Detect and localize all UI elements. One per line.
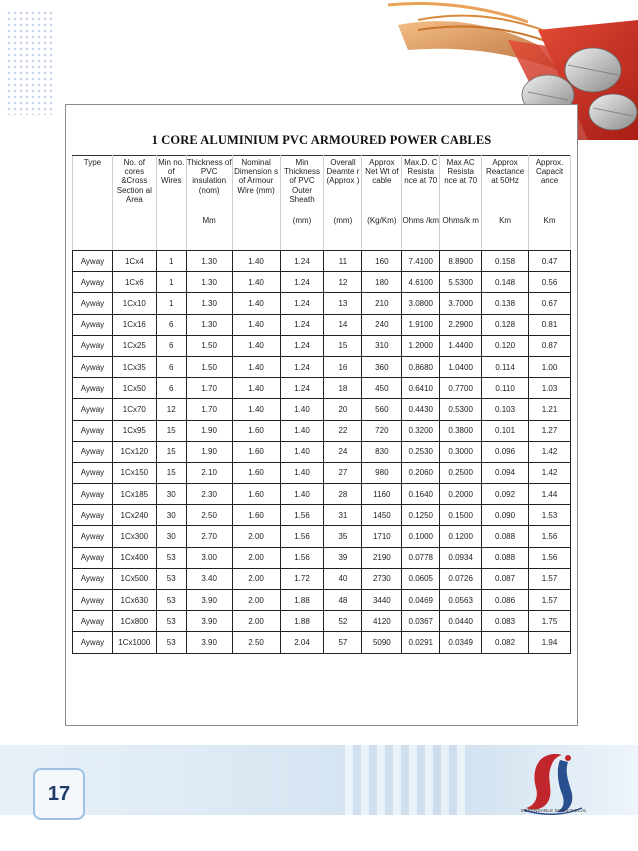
table-cell: 1.44 (529, 484, 571, 505)
table-cell: 1.56 (280, 547, 324, 568)
table-cell: 1Cx25 (112, 335, 156, 356)
column-header-label: Approx. Capacit ance (535, 158, 564, 186)
table-cell: 8.8900 (440, 251, 482, 272)
table-cell: 180 (362, 272, 402, 293)
table-cell: 1.60 (232, 441, 280, 462)
column-header-label: Approx Net Wt of cable (365, 158, 399, 186)
table-cell: 53 (156, 611, 186, 632)
table-cell: 1.4400 (440, 335, 482, 356)
table-row (73, 505, 571, 526)
table-cell: 1.88 (280, 590, 324, 611)
table-cell: 52 (324, 611, 362, 632)
table-cell: 28 (324, 484, 362, 505)
table-row (73, 420, 571, 441)
table-cell: 4.6100 (402, 272, 440, 293)
table-cell: 3.90 (186, 611, 232, 632)
table-cell: Ayway (73, 293, 113, 314)
table-cell: Ayway (73, 335, 113, 356)
column-header (440, 156, 482, 251)
table-cell: 0.138 (482, 293, 529, 314)
table-cell: 3.40 (186, 568, 232, 589)
table-row (73, 632, 571, 653)
table-cell: 0.3000 (440, 441, 482, 462)
table-cell: 240 (362, 314, 402, 335)
table-cell: 1.24 (280, 251, 324, 272)
table-cell: 1.24 (280, 378, 324, 399)
table-cell: 15 (156, 462, 186, 483)
table-cell: 1.57 (529, 568, 571, 589)
table-cell: 1450 (362, 505, 402, 526)
column-header-unit: Km (543, 215, 556, 225)
table-cell: 1Cx120 (112, 441, 156, 462)
table-cell: 1.60 (232, 462, 280, 483)
table-cell: 31 (324, 505, 362, 526)
table-cell: 1.40 (280, 462, 324, 483)
table-cell: 0.1000 (402, 526, 440, 547)
column-header-unit: (mm) (292, 216, 312, 226)
table-cell: 1 (156, 272, 186, 293)
footer-stripes (345, 745, 465, 815)
table-cell: 0.110 (482, 378, 529, 399)
column-header-label: Overall Deamte r (Approx ) (326, 158, 360, 186)
table-cell: 1.30 (186, 251, 232, 272)
table-cell: Ayway (73, 526, 113, 547)
table-row (73, 293, 571, 314)
table-cell: 1.00 (529, 356, 571, 377)
table-cell: 1Cx95 (112, 420, 156, 441)
table-cell: 2.50 (186, 505, 232, 526)
table-cell: 210 (362, 293, 402, 314)
table-cell: 6 (156, 314, 186, 335)
table-cell: 0.3800 (440, 420, 482, 441)
table-cell: 15 (156, 420, 186, 441)
table-cell: 1Cx400 (112, 547, 156, 568)
column-header (112, 156, 156, 251)
table-cell: Ayway (73, 399, 113, 420)
table-cell: 3440 (362, 590, 402, 611)
table-row (73, 251, 571, 272)
table-cell: 12 (156, 399, 186, 420)
column-header-unit: Mm (202, 215, 216, 225)
column-header (156, 156, 186, 251)
table-cell: 1.0400 (440, 356, 482, 377)
table-row (73, 611, 571, 632)
table-cell: 2.70 (186, 526, 232, 547)
table-cell: 1Cx10 (112, 293, 156, 314)
table-cell: 24 (324, 441, 362, 462)
table-cell: 1.56 (280, 526, 324, 547)
table-cell: 0.101 (482, 420, 529, 441)
table-cell: 30 (156, 484, 186, 505)
table-cell: 360 (362, 356, 402, 377)
column-header-label: Max AC Resista nce at 70 (444, 158, 478, 186)
table-cell: 0.0778 (402, 547, 440, 568)
table-cell: 0.1640 (402, 484, 440, 505)
table-row (73, 335, 571, 356)
table-row (73, 568, 571, 589)
table-cell: 1Cx70 (112, 399, 156, 420)
table-cell: 1.60 (232, 484, 280, 505)
table-cell: 1Cx800 (112, 611, 156, 632)
table-cell: 310 (362, 335, 402, 356)
table-cell: Ayway (73, 590, 113, 611)
table-cell: 0.0367 (402, 611, 440, 632)
table-cell: 30 (156, 505, 186, 526)
table-row (73, 356, 571, 377)
table-cell: 3.7000 (440, 293, 482, 314)
table-cell: 0.5300 (440, 399, 482, 420)
table-cell: 35 (324, 526, 362, 547)
table-cell: 1Cx300 (112, 526, 156, 547)
table-cell: 1Cx1000 (112, 632, 156, 653)
table-row (73, 314, 571, 335)
table-cell: 720 (362, 420, 402, 441)
decorative-dot-pattern (6, 10, 54, 115)
logo-tagline: DEPENDABLE ECONOMICAL (521, 808, 587, 813)
table-cell: 0.2500 (440, 462, 482, 483)
table-row (73, 441, 571, 462)
table-cell: 2.00 (232, 568, 280, 589)
column-header-label: No. of cores &Cross Section al Area (116, 158, 152, 204)
table-cell: 6 (156, 335, 186, 356)
table-cell: 0.082 (482, 632, 529, 653)
table-cell: 5090 (362, 632, 402, 653)
table-cell: 1.30 (186, 293, 232, 314)
table-cell: 1Cx6 (112, 272, 156, 293)
table-cell: 2730 (362, 568, 402, 589)
table-cell: 0.092 (482, 484, 529, 505)
table-cell: 6 (156, 378, 186, 399)
table-cell: 1.40 (280, 441, 324, 462)
table-cell: 16 (324, 356, 362, 377)
table-cell: 0.086 (482, 590, 529, 611)
table-row (73, 484, 571, 505)
table-cell: 2.04 (280, 632, 324, 653)
table-cell: 15 (156, 441, 186, 462)
table-cell: 1.24 (280, 272, 324, 293)
table-cell: 1.70 (186, 399, 232, 420)
table-cell: 3.90 (186, 590, 232, 611)
table-cell: 53 (156, 632, 186, 653)
table-cell: 1.90 (186, 441, 232, 462)
table-cell: 0.7700 (440, 378, 482, 399)
table-cell: 0.8680 (402, 356, 440, 377)
table-cell: 1.72 (280, 568, 324, 589)
table-cell: 3.0800 (402, 293, 440, 314)
table-cell: 0.0934 (440, 547, 482, 568)
table-cell: 0.083 (482, 611, 529, 632)
table-cell: 30 (156, 526, 186, 547)
table-cell: 830 (362, 441, 402, 462)
page-number: 17 (33, 768, 85, 820)
table-row (73, 590, 571, 611)
table-cell: 0.088 (482, 547, 529, 568)
table-cell: 1Cx35 (112, 356, 156, 377)
table-cell: 1Cx500 (112, 568, 156, 589)
table-cell: 2.00 (232, 590, 280, 611)
table-cell: 1.50 (186, 335, 232, 356)
table-cell: 18 (324, 378, 362, 399)
table-cell: 0.2060 (402, 462, 440, 483)
table-cell: 57 (324, 632, 362, 653)
table-cell: 20 (324, 399, 362, 420)
column-header-label: Nominal Dimension s of Armour Wire (mm) (234, 158, 279, 195)
table-cell: 1.53 (529, 505, 571, 526)
table-cell: 560 (362, 399, 402, 420)
table-cell: 0.0440 (440, 611, 482, 632)
table-cell: 1.21 (529, 399, 571, 420)
table-cell: 1.24 (280, 356, 324, 377)
table-cell: 1.40 (232, 399, 280, 420)
table-cell: 53 (156, 590, 186, 611)
table-cell: 0.67 (529, 293, 571, 314)
table-cell: 2.00 (232, 611, 280, 632)
column-header (324, 156, 362, 251)
table-row (73, 272, 571, 293)
column-header-label: Min Thickness of PVC Outer Sheath (283, 158, 320, 204)
table-cell: 6 (156, 356, 186, 377)
table-cell: 0.094 (482, 462, 529, 483)
table-cell: 12 (324, 272, 362, 293)
table-row (73, 526, 571, 547)
table-row (73, 547, 571, 568)
table-cell: 1.50 (186, 356, 232, 377)
table-cell: Ayway (73, 484, 113, 505)
table-cell: 4120 (362, 611, 402, 632)
table-cell: 1.30 (186, 272, 232, 293)
table-cell: 0.087 (482, 568, 529, 589)
table-cell: 1.24 (280, 335, 324, 356)
table-cell: 1Cx240 (112, 505, 156, 526)
table-cell: 0.3200 (402, 420, 440, 441)
table-cell: 0.47 (529, 251, 571, 272)
column-header (529, 156, 571, 251)
spec-sheet-frame (65, 104, 578, 726)
table-cell: 14 (324, 314, 362, 335)
column-header-unit: Km (499, 215, 512, 225)
table-cell: 2.00 (232, 526, 280, 547)
table-cell: 0.0563 (440, 590, 482, 611)
column-header (280, 156, 324, 251)
table-cell: 1.56 (529, 547, 571, 568)
column-header (482, 156, 529, 251)
table-cell: 1.94 (529, 632, 571, 653)
table-cell: 1.42 (529, 441, 571, 462)
table-cell: 0.2000 (440, 484, 482, 505)
table-cell: 1.42 (529, 462, 571, 483)
column-header-label: Max.D. C Resista nce at 70 (404, 158, 438, 186)
table-cell: 7.4100 (402, 251, 440, 272)
document-title: 1 CORE ALUMINIUM PVC ARMOURED POWER CABLES (151, 133, 492, 147)
table-cell: 1.75 (529, 611, 571, 632)
column-header-label: Approx Reactance at 50Hz (485, 158, 525, 186)
table-cell: 0.088 (482, 526, 529, 547)
table-cell: 53 (156, 568, 186, 589)
table-cell: 22 (324, 420, 362, 441)
table-cell: 1.57 (529, 590, 571, 611)
table-cell: 1 (156, 293, 186, 314)
cable-spec-table (72, 155, 571, 654)
column-header-unit: Ohms/k m (442, 215, 479, 225)
table-cell: 1.24 (280, 314, 324, 335)
table-cell: 2190 (362, 547, 402, 568)
table-cell: 1160 (362, 484, 402, 505)
table-cell: Ayway (73, 441, 113, 462)
table-cell: 0.87 (529, 335, 571, 356)
table-cell: 1.60 (232, 420, 280, 441)
column-header-unit: (mm) (333, 215, 353, 225)
column-header (402, 156, 440, 251)
table-cell: Ayway (73, 420, 113, 441)
table-cell: 0.0469 (402, 590, 440, 611)
table-cell: 1.40 (232, 251, 280, 272)
table-cell: 40 (324, 568, 362, 589)
table-cell: 15 (324, 335, 362, 356)
table-cell: 0.120 (482, 335, 529, 356)
table-cell: 0.128 (482, 314, 529, 335)
table-cell: 1.24 (280, 293, 324, 314)
table-cell: 1.40 (232, 293, 280, 314)
column-header (362, 156, 402, 251)
table-cell: 27 (324, 462, 362, 483)
table-cell: 0.0726 (440, 568, 482, 589)
table-body (73, 251, 571, 654)
column-header-label: Type (83, 158, 102, 167)
table-cell: 0.096 (482, 441, 529, 462)
table-cell: Ayway (73, 378, 113, 399)
table-cell: 0.090 (482, 505, 529, 526)
table-cell: 1.03 (529, 378, 571, 399)
table-cell: 0.2530 (402, 441, 440, 462)
table-cell: 0.4430 (402, 399, 440, 420)
table-cell: 1Cx16 (112, 314, 156, 335)
table-cell: Ayway (73, 632, 113, 653)
table-row (73, 462, 571, 483)
table-cell: 1.70 (186, 378, 232, 399)
table-cell: 0.1500 (440, 505, 482, 526)
column-header (73, 156, 113, 251)
table-cell: 5.5300 (440, 272, 482, 293)
table-cell: 1710 (362, 526, 402, 547)
table-cell: 1.40 (232, 356, 280, 377)
table-cell: Ayway (73, 356, 113, 377)
table-cell: Ayway (73, 462, 113, 483)
table-row (73, 378, 571, 399)
table-cell: 0.158 (482, 251, 529, 272)
table-cell: Ayway (73, 272, 113, 293)
column-header (186, 156, 232, 251)
table-cell: Ayway (73, 314, 113, 335)
table-cell: 3.00 (186, 547, 232, 568)
table-cell: 1.40 (232, 378, 280, 399)
table-cell: 1.40 (280, 399, 324, 420)
table-cell: 1.40 (232, 272, 280, 293)
table-cell: 0.1250 (402, 505, 440, 526)
table-cell: 1.56 (280, 505, 324, 526)
table-cell: 2.00 (232, 547, 280, 568)
table-cell: 2.30 (186, 484, 232, 505)
table-cell: 0.114 (482, 356, 529, 377)
table-cell: 0.0605 (402, 568, 440, 589)
table-cell: 0.81 (529, 314, 571, 335)
table-cell: 1Cx4 (112, 251, 156, 272)
table-cell: 1.88 (280, 611, 324, 632)
table-cell: 11 (324, 251, 362, 272)
table-cell: 1.56 (529, 526, 571, 547)
table-cell: 2.10 (186, 462, 232, 483)
table-cell: Ayway (73, 568, 113, 589)
table-cell: 980 (362, 462, 402, 483)
table-cell: 1.60 (232, 505, 280, 526)
column-header-unit: (Kg/Km) (367, 215, 397, 225)
table-cell: Ayway (73, 251, 113, 272)
table-cell: 1.27 (529, 420, 571, 441)
table-header-row (73, 156, 571, 251)
table-cell: 1Cx150 (112, 462, 156, 483)
table-cell: 1Cx50 (112, 378, 156, 399)
column-header (232, 156, 280, 251)
table-cell: 0.0291 (402, 632, 440, 653)
table-cell: 0.103 (482, 399, 529, 420)
table-cell: 1.40 (232, 335, 280, 356)
table-cell: 0.56 (529, 272, 571, 293)
table-cell: 1.90 (186, 420, 232, 441)
table-cell: 0.6410 (402, 378, 440, 399)
column-header-label: Min no. of Wires (158, 158, 185, 186)
table-cell: 53 (156, 547, 186, 568)
table-cell: 0.1200 (440, 526, 482, 547)
table-row (73, 399, 571, 420)
table-cell: 1 (156, 251, 186, 272)
table-cell: 3.90 (186, 632, 232, 653)
table-cell: 1.30 (186, 314, 232, 335)
table-cell: Ayway (73, 611, 113, 632)
table-cell: 1.9100 (402, 314, 440, 335)
table-cell: 1.40 (280, 420, 324, 441)
table-cell: 0.0349 (440, 632, 482, 653)
table-cell: Ayway (73, 547, 113, 568)
table-cell: 39 (324, 547, 362, 568)
table-cell: 13 (324, 293, 362, 314)
table-cell: Ayway (73, 505, 113, 526)
table-cell: 48 (324, 590, 362, 611)
column-header-label: Thickness of PVC insulation (nom) (186, 158, 232, 195)
table-cell: 160 (362, 251, 402, 272)
table-cell: 0.148 (482, 272, 529, 293)
table-cell: 1Cx185 (112, 484, 156, 505)
table-cell: 2.50 (232, 632, 280, 653)
table-cell: 2.2900 (440, 314, 482, 335)
table-cell: 1Cx630 (112, 590, 156, 611)
table-cell: 1.40 (280, 484, 324, 505)
table-cell: 450 (362, 378, 402, 399)
table-cell: 1.40 (232, 314, 280, 335)
column-header-unit: Ohms /km (402, 215, 439, 225)
table-cell: 1.2000 (402, 335, 440, 356)
